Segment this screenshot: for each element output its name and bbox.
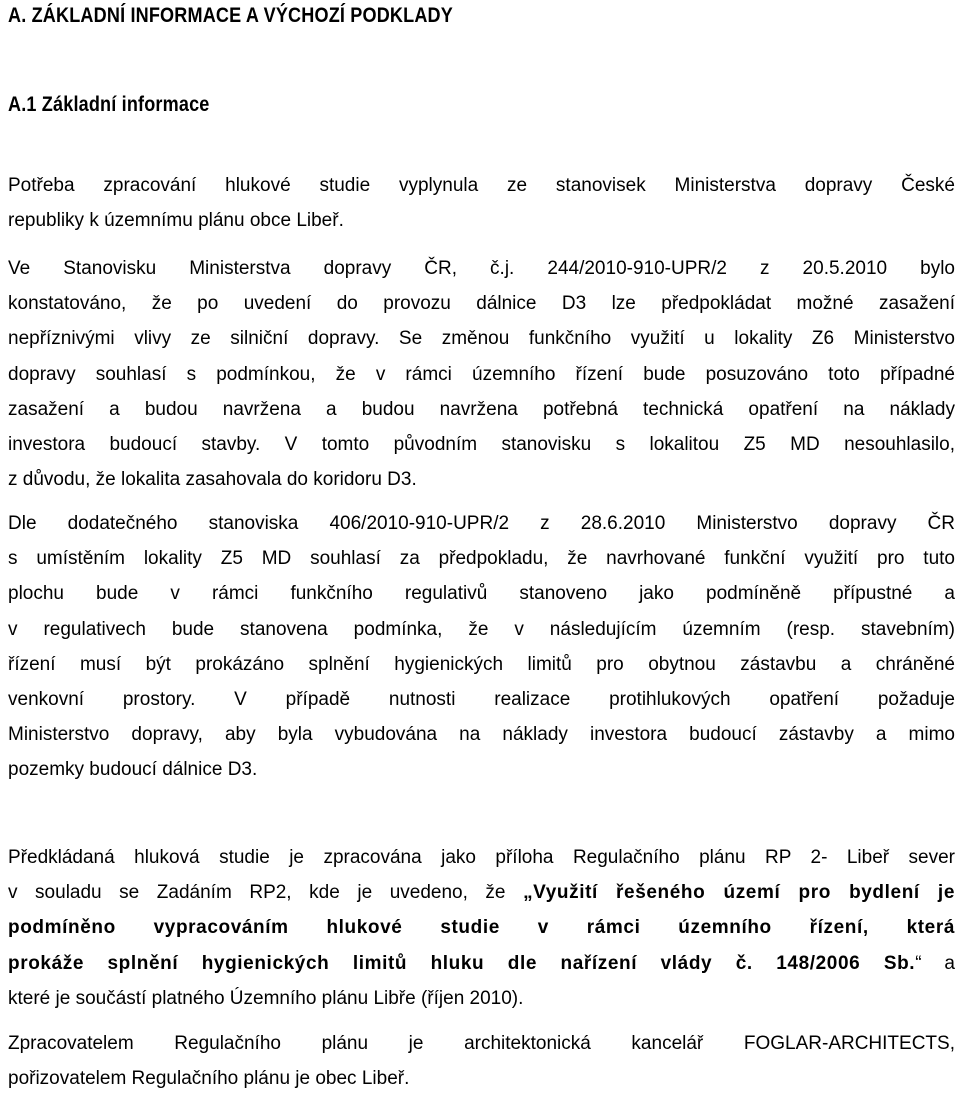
paragraph-line: Dle dodatečného stanoviska 406/2010-910-UPR/2 z 28.6.2010 Ministerstvo dopravy ČR xyxy=(8,513,955,534)
paragraph-line: v regulativech bude stanovena podmínka, že v následujícím územním (resp. stavebním) xyxy=(8,618,955,640)
paragraph-line: nepříznivými vlivy ze silniční dopravy. Se změnou funkčního využití u lokality Z6 Ministerstvo xyxy=(8,328,955,350)
paragraph-5 xyxy=(8,1026,955,1096)
paragraph-line: Předkládaná hluková studie je zpracována jako příloha Regulačního plánu RP 2- Libeř sever xyxy=(8,847,955,868)
bold-quote-line: podmíněno vypracováním hlukové studie v rámci územního řízení, která xyxy=(8,917,955,939)
paragraph-line: pozemky budoucí dálnice D3. xyxy=(8,759,258,781)
paragraph-line: pořizovatelem Regulačního plánu je obec Libeř. xyxy=(8,1068,410,1090)
bold-quote-text: prokáže splnění hygienických limitů hluku dle nařízení vlády č. 148/2006 Sb. xyxy=(8,952,916,974)
paragraph-line xyxy=(8,946,955,981)
paragraph-line: venkovní prostory. V případě nutnosti realizace protihlukových opatření požaduje xyxy=(8,688,955,710)
paragraph-line: řízení musí být prokázáno splnění hygienických limitů pro obytnou zástavbu a chráněné xyxy=(8,653,955,675)
paragraph-line: které je součástí platného Územního plánu Libře (říjen 2010). xyxy=(8,987,524,1009)
paragraph-2 xyxy=(8,251,955,497)
paragraph-1 xyxy=(8,168,955,238)
paragraph-line: Potřeba zpracování hlukové studie vyplynula ze stanovisek Ministerstva dopravy České xyxy=(8,175,955,196)
heading-main: A. ZÁKLADNÍ INFORMACE A VÝCHOZÍ PODKLADY xyxy=(8,4,453,27)
paragraph-line: zasažení a budou navržena a budou navržena potřebná technická opatření na náklady xyxy=(8,398,955,420)
paragraph-line: Zpracovatelem Regulačního plánu je architektonická kancelář FOGLAR-ARCHITECTS, xyxy=(8,1033,955,1054)
paragraph-line: dopravy souhlasí s podmínkou, že v rámci územního řízení bude posuzováno toto případné xyxy=(8,363,955,385)
paragraph-line: Ve Stanovisku Ministerstva dopravy ČR, č.j. 244/2010-910-UPR/2 z 20.5.2010 bylo xyxy=(8,258,955,279)
paragraph-line: konstatováno, že po uvedení do provozu dálnice D3 lze předpokládat možné zasažení xyxy=(8,293,955,315)
paragraph-line: Ministerstvo dopravy, aby byla vybudována na náklady investora budoucí zástavby a mimo xyxy=(8,724,955,746)
paragraph-line: plochu bude v rámci funkčního regulativů stanoveno jako podmíněně přípustné a xyxy=(8,583,955,605)
paragraph-line: z důvodu, že lokalita zasahovala do koridoru D3. xyxy=(8,469,417,491)
paragraph-4 xyxy=(8,840,955,1016)
paragraph-text: “ a xyxy=(915,952,955,974)
bold-quote-text: „Využití řešeného území pro bydlení je xyxy=(523,882,955,904)
paragraph-text: v souladu se Zadáním RP2, kde je uvedeno, že xyxy=(8,882,524,904)
paragraph-3 xyxy=(8,506,955,788)
heading-sub: A.1 Základní informace xyxy=(8,93,210,116)
paragraph-line: s umístěním lokality Z5 MD souhlasí za předpokladu, že navrhované funkční využití pro tuto xyxy=(8,548,955,570)
paragraph-line: republiky k územnímu plánu obce Libeř. xyxy=(8,210,344,232)
paragraph-line: investora budoucí stavby. V tomto původním stanovisku s lokalitou Z5 MD nesouhlasilo, xyxy=(8,433,955,455)
paragraph-line xyxy=(8,875,955,910)
